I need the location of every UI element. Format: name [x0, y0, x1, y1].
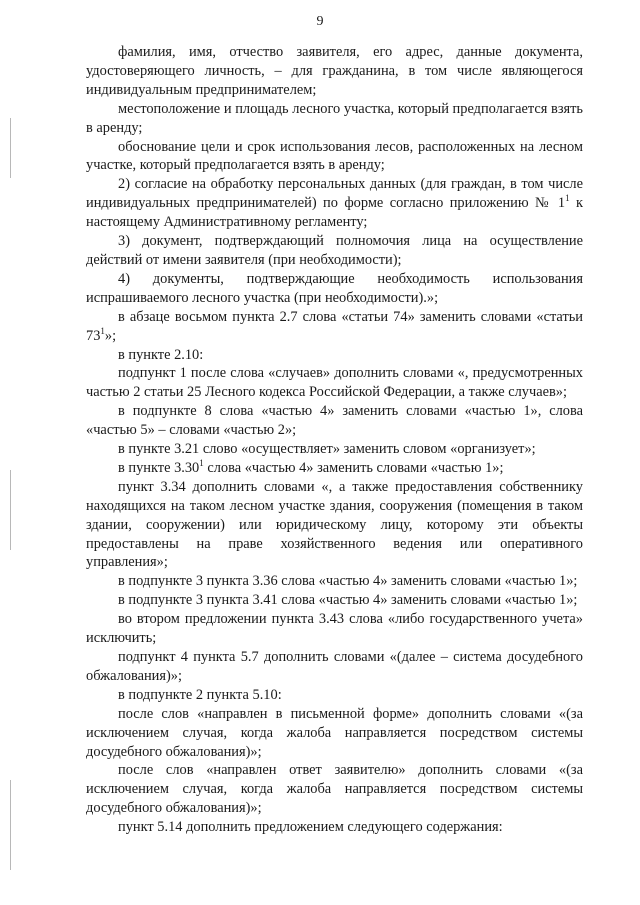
paragraph [86, 270, 583, 308]
paragraph-text: 4) документы, подтверждающие необходимость использования испрашиваемого лесного участка (при необходимости).»; [86, 270, 583, 306]
paragraph [86, 100, 583, 138]
paragraph-text: подпункт 1 после слова «случаев» дополнить словами «, предусмотренных частью 2 статьи 25 Лесного кодекса Российской Федерации, а также случаев»; [86, 365, 583, 401]
paragraph [86, 459, 583, 478]
superscript: 1 [565, 193, 570, 204]
paragraph-text: в абзаце восьмом пункта 2.7 слова «статьи 74» заменить словами «статьи 73 [86, 308, 583, 344]
scan-edge-mark [10, 470, 11, 550]
paragraph-text: в пункте 3.30 [118, 459, 200, 476]
paragraph-text: в пункте 2.10: [118, 346, 204, 363]
page-number: 9 [316, 14, 324, 29]
paragraph-text-tail: к настоящему Административному регламенту; [86, 195, 583, 231]
paragraph-text: обоснование цели и срок использования лесов, расположенных на лесном участке, который предполагается взять в аренду; [86, 138, 583, 174]
paragraph [86, 572, 583, 591]
paragraph-text-tail: слова «частью 4» заменить словами «частью 1»; [203, 459, 504, 476]
paragraph [86, 686, 583, 705]
paragraph [86, 364, 583, 402]
paragraph [86, 43, 583, 100]
paragraph-text: местоположение и площадь лесного участка, который предполагается взять в аренду; [86, 100, 583, 136]
paragraph [86, 232, 583, 270]
paragraph-text: в подпункте 8 слова «частью 4» заменить словами «частью 1», слова «частью 5» – словами «частью 2»; [86, 403, 583, 439]
paragraph-text: подпункт 4 пункта 5.7 дополнить словами «(далее – система досудебного обжалования)»; [86, 649, 583, 684]
paragraph [86, 818, 583, 837]
superscript: 1 [100, 325, 105, 336]
paragraph [86, 308, 583, 346]
paragraph-text: 2) согласие на обработку персональных данных (для граждан, в том числе индивидуальных предпринимателей) по форме согласно приложению № 1 [86, 176, 583, 212]
paragraph [86, 761, 583, 818]
paragraph-text-tail: »; [104, 327, 117, 344]
paragraph [86, 138, 583, 176]
paragraph [86, 402, 583, 440]
document-body [86, 43, 583, 837]
superscript: 1 [199, 458, 204, 469]
paragraph-text: в пункте 3.21 слово «осуществляет» заменить словом «организует»; [118, 441, 536, 458]
paragraph [86, 591, 583, 610]
scan-edge-mark [10, 118, 11, 178]
paragraph-text: в подпункте 3 пункта 3.36 слова «частью 4» заменить словами «частью 1»; [118, 573, 578, 590]
paragraph [86, 648, 583, 686]
paragraph-text: пункт 5.14 дополнить предложением следующего содержания: [118, 819, 503, 836]
paragraph-text: после слов «направлен в письменной форме» дополнить словами «(за исключением случая, когда жалоба направляется посредством системы досудебного обжалования)»; [86, 705, 583, 760]
paragraph-text: после слов «направлен ответ заявителю» дополнить словами «(за исключением случая, когда жалоба направляется посредством системы досудебного обжалования)»; [86, 762, 583, 817]
paragraph [86, 610, 583, 648]
paragraph-text: в подпункте 2 пункта 5.10: [118, 686, 282, 703]
paragraph [86, 175, 583, 232]
paragraph-text: в подпункте 3 пункта 3.41 слова «частью 4» заменить словами «частью 1»; [118, 592, 578, 609]
paragraph [86, 478, 583, 573]
paragraph-text: пункт 3.34 дополнить словами «, а также предоставления собственнику находящихся на таком лесном участке здания, сооружения (помещения в таком здании, сооружении) или юридическому лицу, которому эти объекты предоставлены на праве хозяйственного ведения или оперативного управления»; [86, 478, 583, 571]
scan-edge-mark [10, 780, 11, 870]
paragraph-text: фамилия, имя, отчество заявителя, его адрес, данные документа, удостоверяющего личность, – для гражданина, в том числе являющегося индивидуальным предпринимателем; [86, 44, 583, 98]
paragraph-text: 3) документ, подтверждающий полномочия лица на осуществление действий от имени заявителя (при необходимости); [86, 233, 583, 268]
paragraph [86, 346, 583, 365]
paragraph-text: во втором предложении пункта 3.43 слова «либо государственного учета» исключить; [86, 611, 583, 647]
paragraph [86, 705, 583, 762]
paragraph [86, 440, 583, 459]
